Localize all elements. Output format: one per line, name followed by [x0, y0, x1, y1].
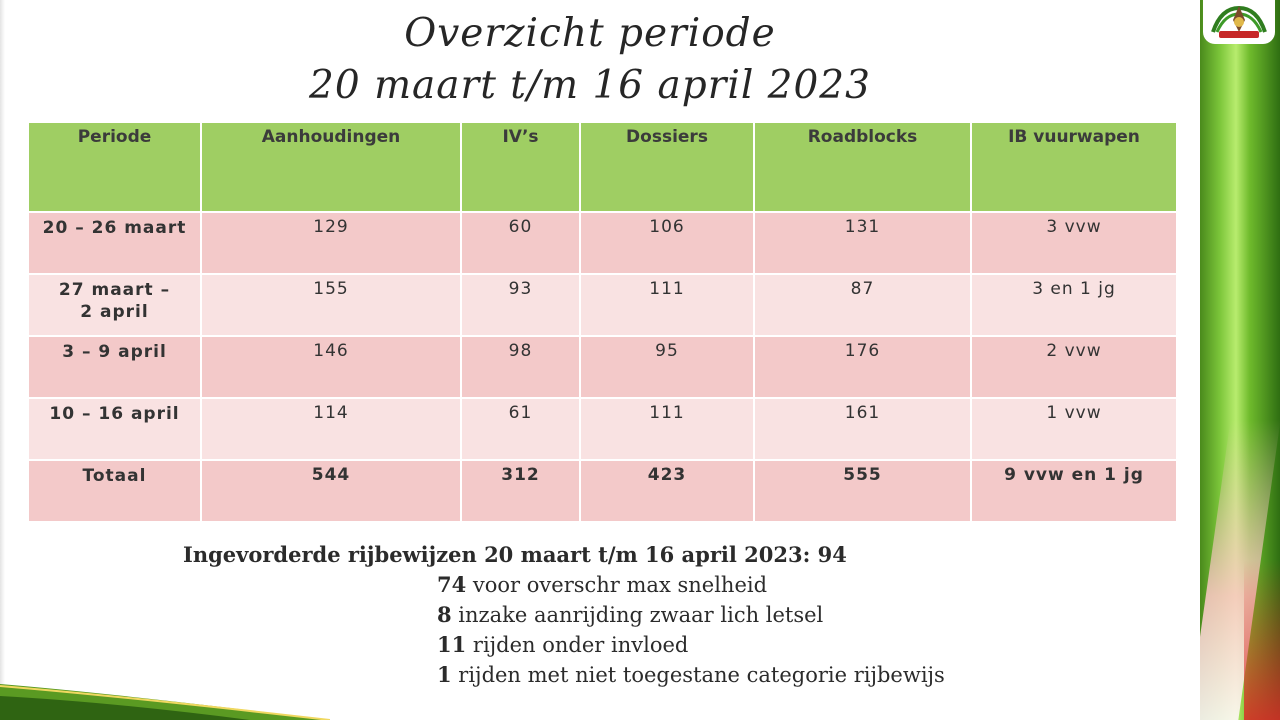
cell-aanhoudingen: 114 [201, 398, 461, 460]
slide-left-edge [0, 0, 5, 720]
cell-ivs: 312 [461, 460, 580, 522]
cell-dossiers: 95 [580, 336, 754, 398]
table-row [28, 398, 1177, 460]
cell-vuurwapen: 3 vvw [971, 212, 1177, 274]
cell-dossiers: 111 [580, 398, 754, 460]
table-total-row [28, 460, 1177, 522]
cell-periode: 10 – 16 april [28, 398, 201, 460]
summary-item [437, 662, 945, 687]
table-row [28, 336, 1177, 398]
cell-roadblocks: 87 [754, 274, 971, 336]
summary-heading: Ingevorderde rijbewijzen 20 maart t/m 16 april 2023: 94 [183, 542, 847, 567]
cell-ivs: 60 [461, 212, 580, 274]
cell-roadblocks: 131 [754, 212, 971, 274]
cell-roadblocks: 176 [754, 336, 971, 398]
slide-title-line-1: Overzicht periode [404, 11, 776, 56]
summary-item-count: 8 [437, 602, 452, 627]
cell-vuurwapen: 9 vvw en 1 jg [971, 460, 1177, 522]
cell-aanhoudingen: 129 [201, 212, 461, 274]
summary-item [437, 632, 688, 657]
cell-ivs: 93 [461, 274, 580, 336]
summary-item-text: rijden onder invloed [466, 633, 689, 657]
cell-periode: 3 – 9 april [28, 336, 201, 398]
decorative-side-band [1200, 0, 1280, 720]
summary-item-count: 74 [437, 572, 467, 597]
summary-item-text: voor overschr max snelheid [466, 573, 768, 597]
cell-periode-line-2: 2 april [80, 302, 149, 322]
police-emblem-icon [1203, 0, 1275, 44]
summary-item-text: inzake aanrijding zwaar lich letsel [451, 603, 824, 627]
cell-periode: Totaal [28, 460, 201, 522]
cell-vuurwapen: 2 vvw [971, 336, 1177, 398]
table-row [28, 274, 1177, 336]
column-header-roadblocks: Roadblocks [754, 122, 971, 212]
summary-item-count: 11 [437, 632, 467, 657]
cell-periode [28, 274, 201, 336]
table-row [28, 212, 1177, 274]
cell-roadblocks: 161 [754, 398, 971, 460]
decorative-bottom-swoosh [0, 676, 330, 720]
cell-aanhoudingen: 544 [201, 460, 461, 522]
cell-dossiers: 423 [580, 460, 754, 522]
cell-periode-line-1: 27 maart – [58, 280, 171, 300]
cell-aanhoudingen: 146 [201, 336, 461, 398]
slide-title-line-2: 20 maart t/m 16 april 2023 [309, 63, 871, 108]
cell-vuurwapen: 3 en 1 jg [971, 274, 1177, 336]
cell-ivs: 98 [461, 336, 580, 398]
cell-aanhoudingen: 155 [201, 274, 461, 336]
cell-ivs: 61 [461, 398, 580, 460]
cell-periode: 20 – 26 maart [28, 212, 201, 274]
column-header-ib-vuurwapen: IB vuurwapen [971, 122, 1177, 212]
summary-item [437, 602, 823, 627]
band-red-streak [1244, 560, 1280, 720]
summary-item [437, 572, 767, 597]
cell-vuurwapen: 1 vvw [971, 398, 1177, 460]
statistics-table [27, 121, 1178, 523]
summary-item-count: 1 [437, 662, 452, 687]
column-header-dossiers: Dossiers [580, 122, 754, 212]
cell-roadblocks: 555 [754, 460, 971, 522]
cell-dossiers: 111 [580, 274, 754, 336]
table-header-row [28, 122, 1177, 212]
column-header-aanhoudingen: Aanhoudingen [201, 122, 461, 212]
column-header-ivs: IV’s [461, 122, 580, 212]
column-header-periode: Periode [28, 122, 201, 212]
summary-item-text: rijden met niet toegestane categorie rijbewijs [451, 663, 945, 687]
cell-dossiers: 106 [580, 212, 754, 274]
